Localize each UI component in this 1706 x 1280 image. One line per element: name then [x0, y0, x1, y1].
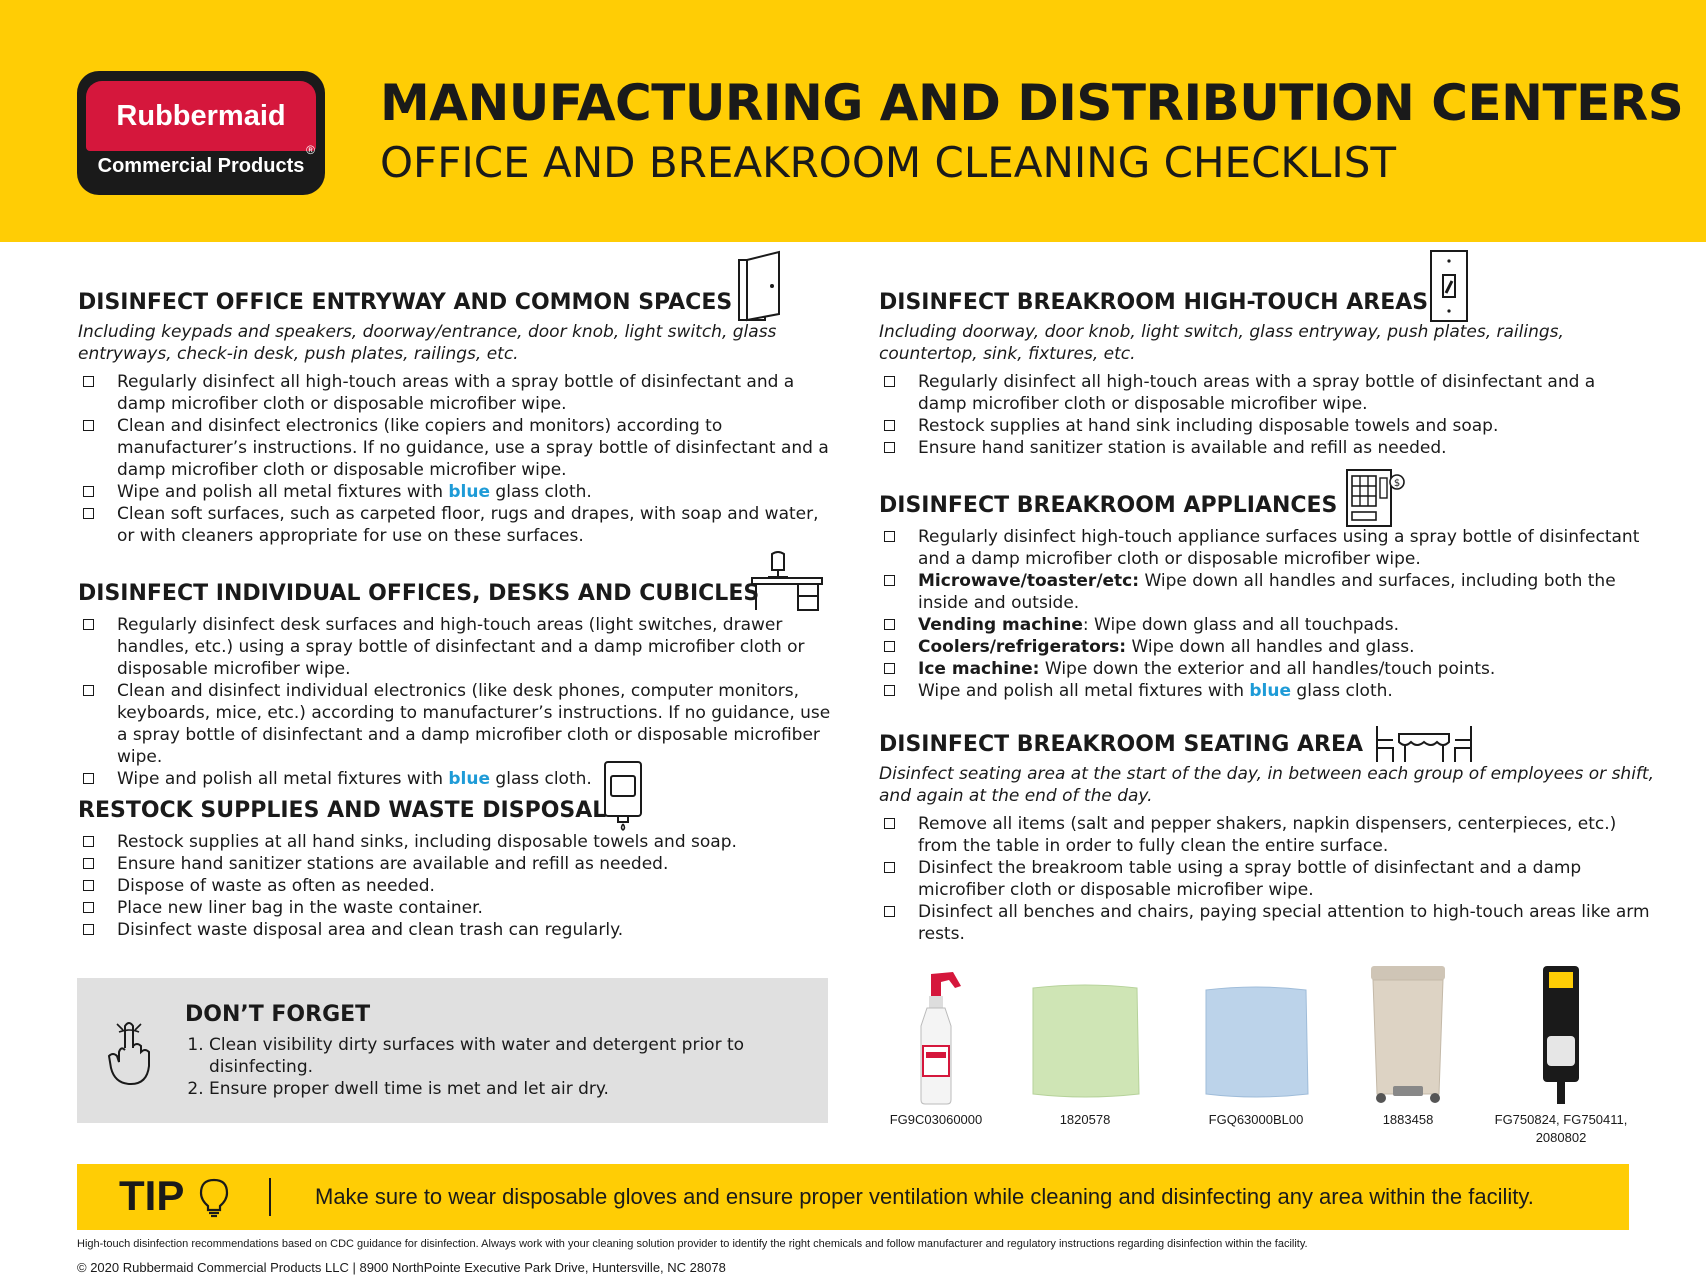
header-banner: [0, 0, 1706, 242]
section-title: DISINFECT BREAKROOM APPLIANCES: [879, 493, 1338, 518]
checklist-item[interactable]: Dispose of waste as often as needed.: [78, 875, 838, 897]
item-bold: Ice machine:: [918, 659, 1040, 679]
checklist-item[interactable]: [879, 614, 1649, 636]
blue-word: blue: [1249, 681, 1292, 701]
item-text: Regularly disinfect high-touch appliance surfaces using a spray bottle of disinfectant and a damp microfiber cloth or disposable microfiber wipe.: [918, 527, 1640, 569]
section-offices: [78, 580, 838, 790]
section-description: Disinfect seating area at the start of the day, in between each group of employees or shift, and again at the end of the day.: [879, 764, 1654, 806]
tip-bar: [77, 1164, 1629, 1230]
section-description: Including keypads and speakers, doorway/entrance, door knob, light switch, glass entryways, check-in desk, push plates, railings, etc.: [78, 322, 777, 364]
product-spray-bottle: [876, 966, 996, 1129]
tip-divider: [269, 1178, 271, 1216]
blue-word: blue: [448, 769, 491, 789]
product-blue-cloth: [1196, 966, 1316, 1129]
brand-logo: [77, 71, 325, 195]
checklist-item[interactable]: [879, 658, 1649, 680]
section-title: RESTOCK SUPPLIES AND WASTE DISPOSAL: [78, 798, 607, 823]
checklist-item[interactable]: Place new liner bag in the waste container.: [78, 897, 838, 919]
item-text: Wipe down all handles and surfaces, including both the inside and outside.: [918, 571, 1616, 613]
product-code: FG750824, FG750411, 2080802: [1494, 1112, 1628, 1145]
product-code: 1820578: [1059, 1112, 1111, 1127]
item-bold: Vending machine: [918, 615, 1083, 635]
page-subtitle: OFFICE AND BREAKROOM CLEANING CHECKLIST: [380, 138, 1397, 187]
item-text: : Wipe down glass and all touchpads.: [1082, 615, 1400, 635]
section-appliances: [879, 492, 1649, 702]
dont-forget-title: DON’T FORGET: [185, 1002, 371, 1027]
spray-bottle-icon: [901, 966, 971, 1106]
dont-forget-item: 1. Clean visibility dirty surfaces with water and detergent prior to disinfecting.: [209, 1034, 749, 1078]
item-bold: Coolers/refrigerators:: [918, 637, 1127, 657]
section-title: DISINFECT OFFICE ENTRYWAY AND COMMON SPACES: [78, 290, 733, 315]
checklist-item[interactable]: [879, 636, 1649, 658]
checklist-item[interactable]: Regularly disinfect all high-touch areas with a spray bottle of disinfectant and a damp microfiber cloth or disposable microfiber wipe.: [78, 371, 838, 415]
section-description: Including doorway, door knob, light switch, glass entryway, push plates, railings, countertop, sink, fixtures, etc.: [879, 322, 1564, 364]
svg-text:$: $: [1393, 478, 1401, 489]
product-code: FG9C03060000: [889, 1112, 983, 1127]
sanitizer-dispenser-icon: [1531, 966, 1591, 1106]
checklist-item[interactable]: Disinfect waste disposal area and clean trash can regularly.: [78, 919, 838, 941]
checklist-item[interactable]: Ensure hand sanitizer station is available and refill as needed.: [879, 437, 1649, 459]
item-text: glass cloth.: [490, 482, 592, 502]
checklist-item[interactable]: Regularly disinfect all high-touch areas with a spray bottle of disinfectant and a damp microfiber cloth or disposable microfiber wipe.: [879, 371, 1649, 415]
checklist-item[interactable]: Clean and disinfect electronics (like copiers and monitors) according to manufacturer’s instructions. If no guidance, use a spray bottle of disinfectant and a damp microfiber cloth or disposable microfiber wipe.: [78, 415, 838, 481]
section-hightouch: [879, 289, 1649, 459]
lightbulb-icon: [199, 1178, 229, 1218]
checklist-item[interactable]: Clean soft surfaces, such as carpeted floor, rugs and drapes, with soap and water, or with cleaners appropriate for use on these surfaces.: [78, 503, 838, 547]
product-step-can: [1348, 966, 1468, 1129]
footer-copyright: © 2020 Rubbermaid Commercial Products LLC | 8900 NorthPointe Executive Park Drive, Huntersville, NC 28078: [77, 1260, 726, 1275]
item-text: Wipe down all handles and glass.: [1126, 637, 1415, 657]
finger-string-icon: [105, 1018, 155, 1088]
dont-forget-panel: [77, 978, 828, 1123]
section-title: DISINFECT BREAKROOM SEATING AREA: [879, 732, 1363, 757]
item-text: glass cloth.: [1291, 681, 1393, 701]
item-bold: Microwave/toaster/etc:: [918, 571, 1140, 591]
checklist-item[interactable]: Restock supplies at hand sink including disposable towels and soap.: [879, 415, 1649, 437]
checklist-item[interactable]: [879, 570, 1649, 614]
blue-word: blue: [448, 482, 491, 502]
checklist-item[interactable]: [78, 481, 838, 503]
tip-text: Make sure to wear disposable gloves and ensure proper ventilation while cleaning and disinfecting any area within the facility.: [315, 1184, 1534, 1209]
checklist-item[interactable]: Disinfect all benches and chairs, paying special attention to high-touch areas like arm rests.: [879, 901, 1659, 945]
checklist-item[interactable]: Remove all items (salt and pepper shakers, napkin dispensers, centerpieces, etc.) from the table in order to fully clean the entire surface.: [879, 813, 1659, 857]
checklist-item[interactable]: Regularly disinfect desk surfaces and high-touch areas (light switches, drawer handles, etc.) using a spray bottle of disinfectant and a damp microfiber cloth or disposable microfiber wipe.: [78, 614, 838, 680]
checklist-item[interactable]: Disinfect the breakroom table using a spray bottle of disinfectant and a damp microfiber cloth or disposable microfiber wipe.: [879, 857, 1659, 901]
checklist-item[interactable]: [879, 680, 1649, 702]
logo-subtitle: Commercial Products: [97, 155, 305, 177]
step-can-icon: [1363, 966, 1453, 1106]
product-green-cloth: [1025, 966, 1145, 1129]
item-text: Wipe and polish all metal fixtures with: [918, 681, 1250, 701]
blue-cloth-icon: [1200, 966, 1312, 1106]
logo-brand: Rubbermaid: [86, 81, 316, 151]
section-title: DISINFECT BREAKROOM HIGH-TOUCH AREAS: [879, 290, 1429, 315]
section-title: DISINFECT INDIVIDUAL OFFICES, DESKS AND CUBICLES: [78, 581, 760, 606]
item-text: Wipe down the exterior and all handles/touch points.: [1039, 659, 1496, 679]
checklist-item[interactable]: [78, 768, 838, 790]
section-seating: [879, 731, 1659, 945]
checklist-item[interactable]: Clean and disinfect individual electronics (like desk phones, computer monitors, keyboards, mice, etc.) according to manufacturer’s instructions. If no guidance, use a spray bottle of disinfectant and a damp microfiber cloth or disposable microfiber wipe.: [78, 680, 838, 768]
checklist-item[interactable]: [879, 526, 1649, 570]
section-entryway: [78, 289, 838, 547]
product-sanitizer-dispenser: [1482, 966, 1640, 1147]
item-text: glass cloth.: [490, 769, 592, 789]
green-cloth-icon: [1029, 966, 1141, 1106]
item-text: Wipe and polish all metal fixtures with: [117, 482, 449, 502]
checklist-item[interactable]: Restock supplies at all hand sinks, including disposable towels and soap.: [78, 831, 838, 853]
product-code: FGQ63000BL00: [1208, 1112, 1304, 1127]
logo-registered-mark: ®: [306, 143, 315, 157]
item-text: Wipe and polish all metal fixtures with: [117, 769, 449, 789]
product-code: 1883458: [1382, 1112, 1434, 1127]
footer-disclaimer: High-touch disinfection recommendations based on CDC guidance for disinfection. Always work with your cleaning solution provider to identify the right chemicals and follow manufacturer and regulatory instructions regarding disinfection within the facility.: [77, 1238, 1308, 1250]
checklist-item[interactable]: Ensure hand sanitizer stations are available and refill as needed.: [78, 853, 838, 875]
section-restock: [78, 797, 838, 941]
page-title: MANUFACTURING AND DISTRIBUTION CENTERS: [380, 74, 1684, 132]
tip-label: TIP: [119, 1172, 185, 1219]
dont-forget-item: 2. Ensure proper dwell time is met and let air dry.: [209, 1078, 749, 1100]
